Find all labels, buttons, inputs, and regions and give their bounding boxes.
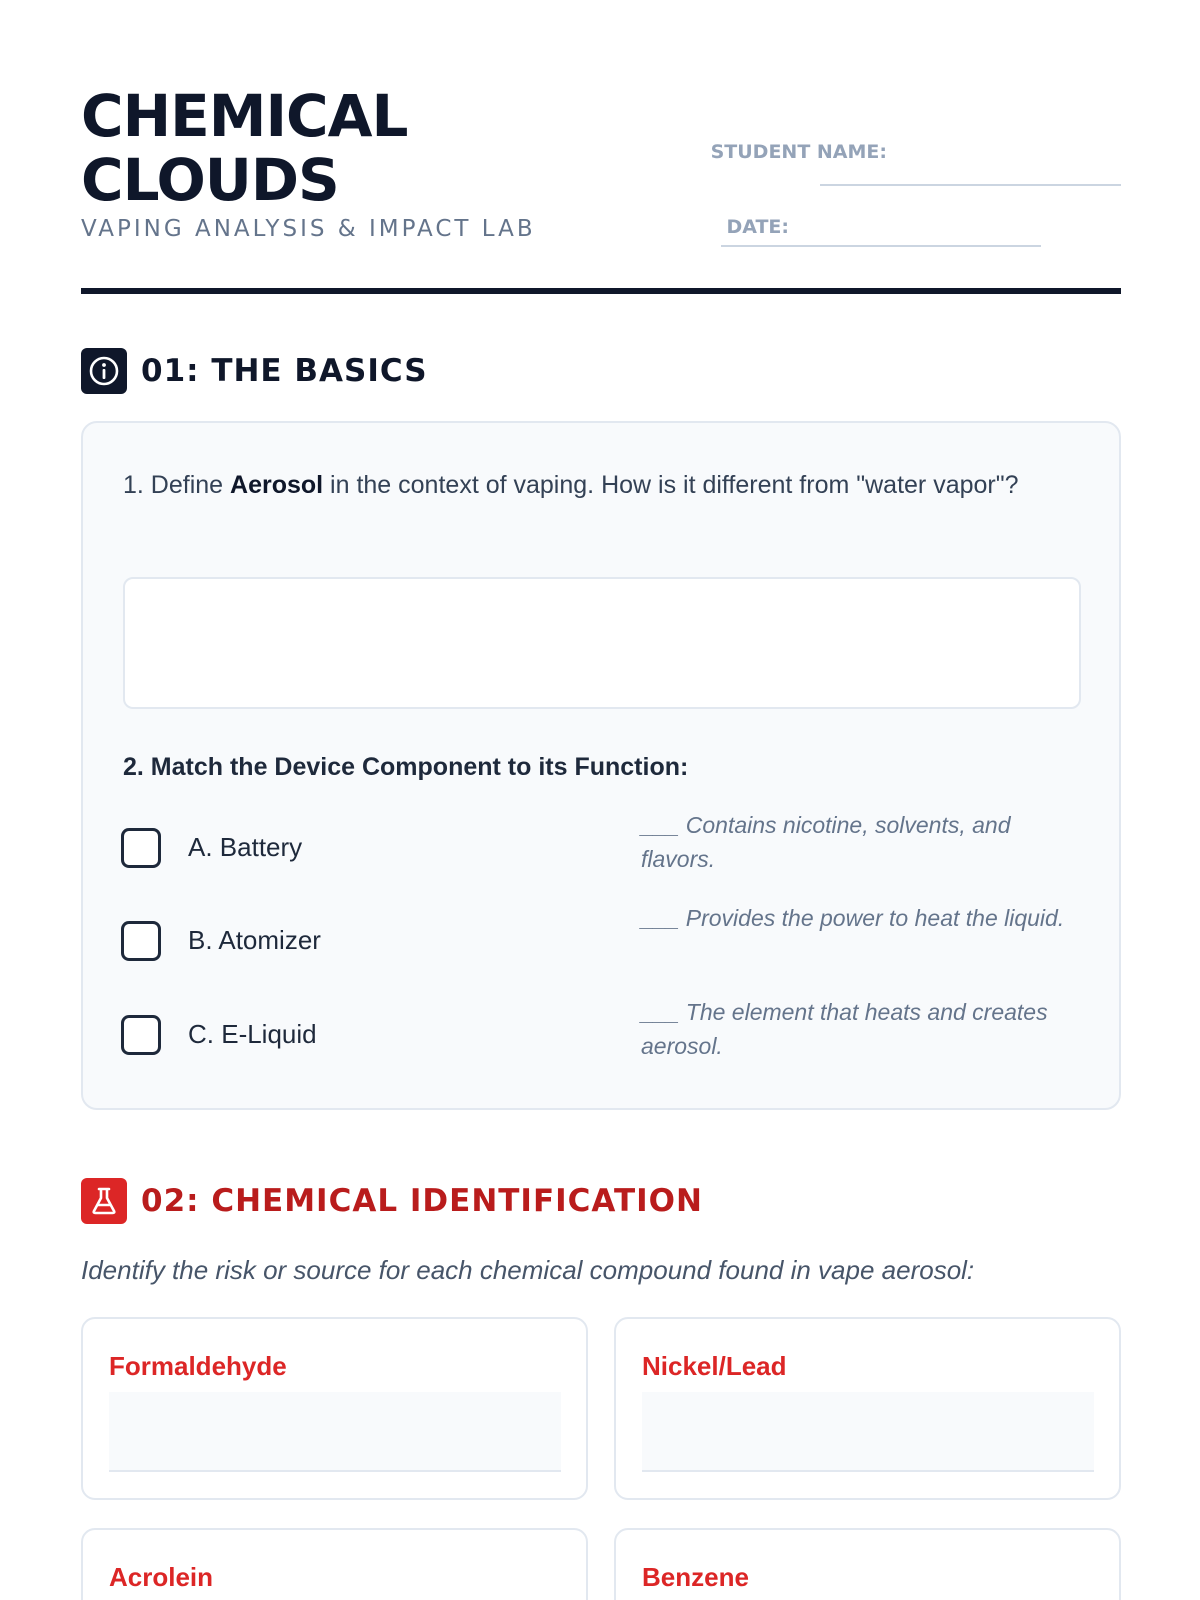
battery-checkbox[interactable]	[121, 828, 161, 868]
match-row	[121, 995, 1081, 1075]
chemical-name: Acrolein	[109, 1562, 214, 1592]
e-liquid-checkbox[interactable]	[121, 1015, 161, 1055]
section-2-instructions: Identify the risk or source for each chemical compound found in vape aerosol:	[81, 1255, 975, 1285]
component-label: C. E-Liquid	[188, 1019, 317, 1049]
atomizer-checkbox[interactable]	[121, 921, 161, 961]
question-2: 2. Match the Device Component to its Function:	[123, 753, 689, 781]
date-field[interactable]	[721, 245, 1041, 247]
match-row	[121, 901, 1081, 981]
section-2-header	[81, 1178, 703, 1224]
section-1-header	[81, 348, 428, 394]
info-icon	[81, 348, 127, 394]
question-1-suffix: in the context of vaping. How is it different from "water vapor"?	[323, 471, 1019, 499]
date-label: DATE:	[726, 216, 789, 238]
question-1-prefix: 1. Define	[123, 471, 231, 499]
function-description: ___ The element that heats and creates aerosol.	[641, 999, 1048, 1059]
section-1-title: 01: THE BASICS	[141, 353, 428, 389]
title-line-1: CHEMICAL	[81, 82, 408, 150]
function-description: ___ Provides the power to heat the liquid.	[641, 905, 1065, 931]
function-description: ___ Contains nicotine, solvents, and flavors.	[641, 812, 1011, 872]
chemical-name: Nickel/Lead	[642, 1351, 787, 1381]
chemical-card-nickel-lead	[614, 1317, 1121, 1500]
page-subtitle: VAPING ANALYSIS & IMPACT LAB	[81, 216, 536, 242]
chemical-card-benzene	[614, 1528, 1121, 1600]
student-name-field[interactable]	[820, 184, 1121, 186]
header-divider	[81, 288, 1121, 294]
student-name-label: STUDENT NAME:	[710, 141, 887, 163]
chemical-name: Formaldehyde	[109, 1351, 287, 1381]
chemical-card-acrolein	[81, 1528, 588, 1600]
chemical-card-formaldehyde	[81, 1317, 588, 1500]
match-row	[121, 808, 1081, 888]
component-label: B. Atomizer	[188, 925, 321, 955]
chemical-name: Benzene	[642, 1562, 749, 1592]
chemical-answer-field[interactable]	[642, 1392, 1094, 1472]
question-1	[123, 463, 1063, 507]
title-line-2: CLOUDS	[81, 146, 339, 214]
component-label: A. Battery	[188, 832, 303, 862]
worksheet-page	[81, 0, 1121, 1600]
section-2-title: 02: CHEMICAL IDENTIFICATION	[141, 1183, 703, 1219]
question-1-answer-box[interactable]	[123, 577, 1081, 709]
page-title	[81, 84, 407, 212]
chemical-answer-field[interactable]	[109, 1392, 561, 1472]
flask-icon	[81, 1178, 127, 1224]
question-1-term: Aerosol	[230, 471, 324, 499]
